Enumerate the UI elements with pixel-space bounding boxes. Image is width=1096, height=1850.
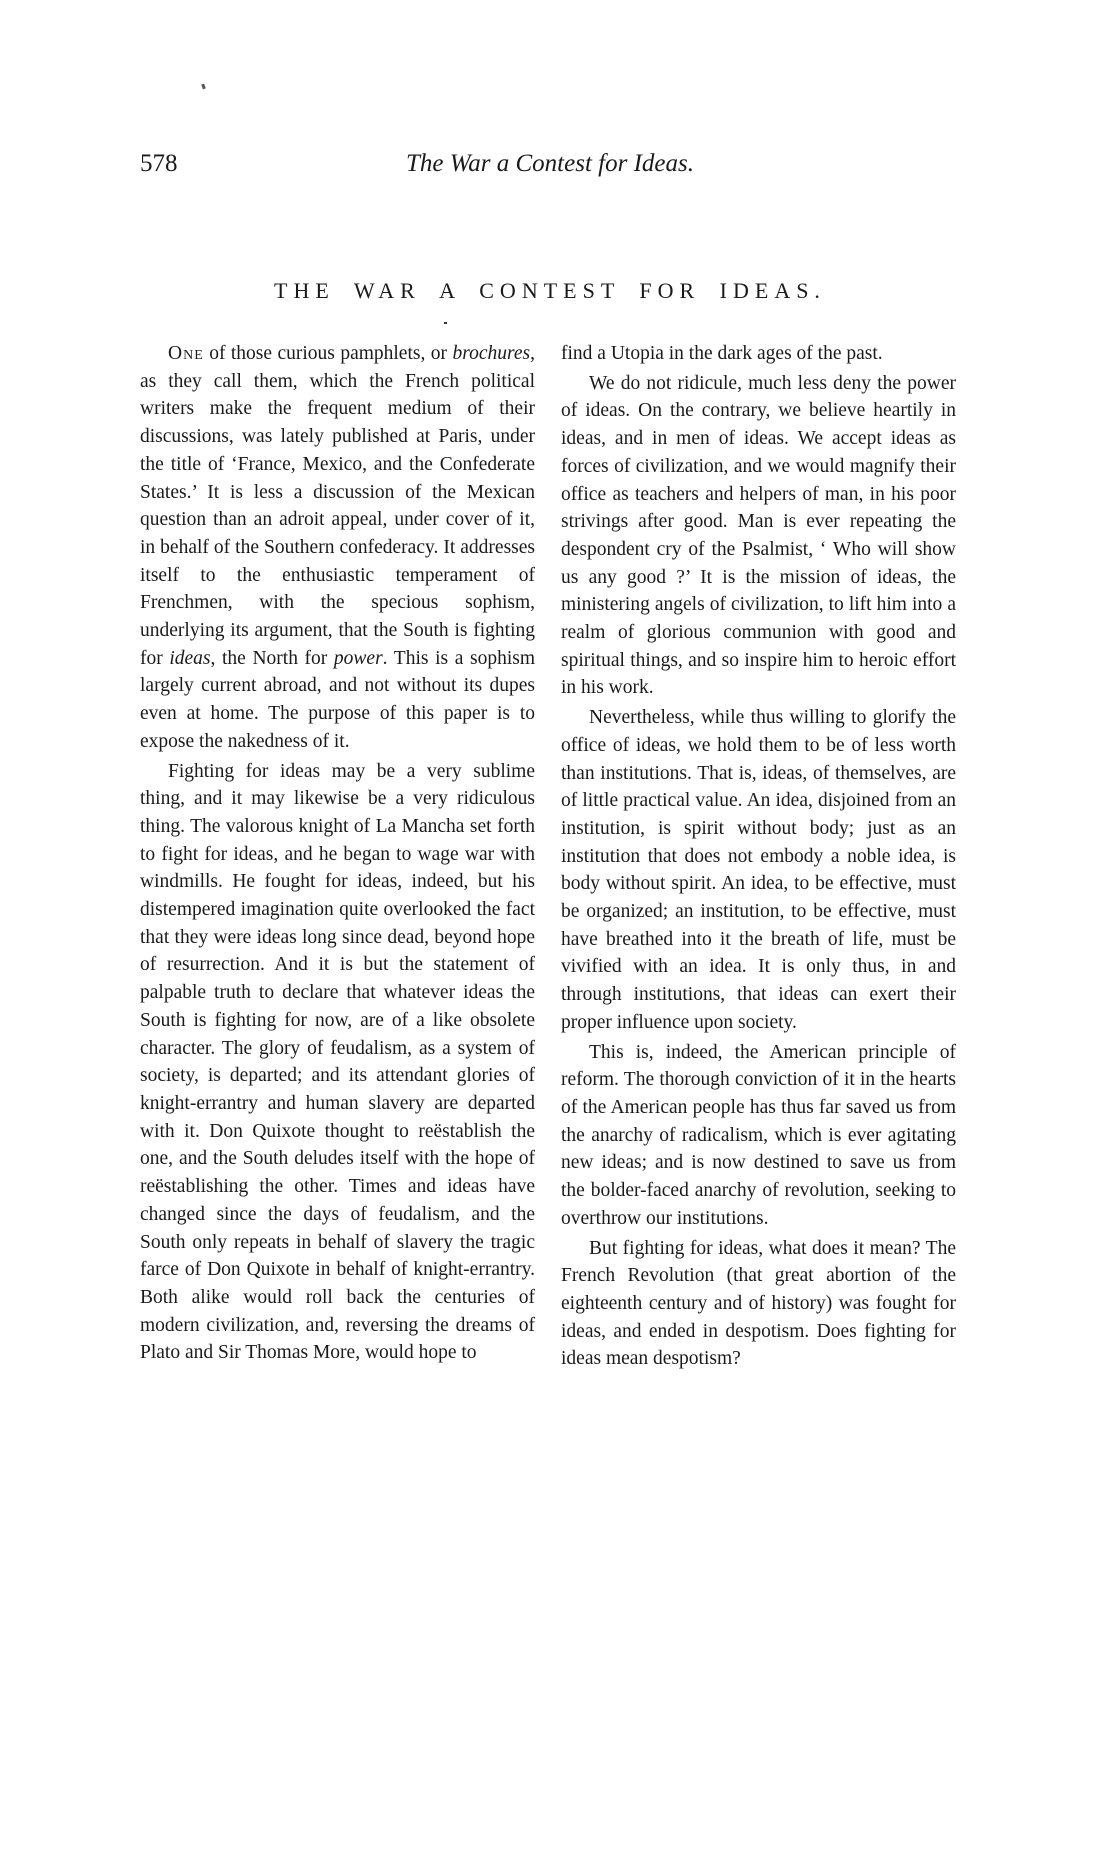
article-title: THE WAR A CONTEST FOR IDEAS. bbox=[274, 278, 826, 303]
title-dot bbox=[444, 322, 447, 324]
right-paragraph-4: But fighting for ideas, what does it mean? The French Revolution (that great abortion of the eighteenth century and of history) was fought for ideas, and ended in despotism. Does fighting for ideas mean despotism? bbox=[561, 1237, 956, 1370]
right-paragraph-1: We do not ridicule, much less deny the power of ideas. On the contrary, we believe heartily in ideas, and in men of ideas. We accept ideas as forces of civilization, and we would magnify their office as teachers and helpers of man, in his poor strivings after good. Man is ever repeating the despondent cry of the Psalmist, ‘ Who will show us any good ?’ It is the mission of ideas, the ministering angels of civilization, to lift him into a realm of glorious communion with good and spiritual things, and so inspire him to heroic effort in his work. bbox=[561, 372, 956, 699]
emphasis-ideas: ideas bbox=[169, 647, 211, 669]
right-paragraph-continued: find a Utopia in the dark ages of the past. bbox=[561, 343, 883, 364]
text-run: , the North for bbox=[210, 647, 334, 669]
right-column bbox=[561, 340, 956, 1373]
drop-lead-word: One bbox=[168, 343, 204, 364]
running-head bbox=[140, 150, 960, 190]
left-column bbox=[140, 340, 535, 1367]
right-paragraph-3: This is, indeed, the American principle of reform. The thorough conviction of it in the hearts of the American people has thus far saved us from the anarchy of radicalism, which is ever agitating new ideas; and is now destined to save us from the bolder-faced anarchy of revolution, seeking to overthrow our institutions. bbox=[561, 1041, 956, 1229]
text-run: , as they call them, which the French political writers make the frequent medium of their discussions, was lately published at Paris, under the title of ‘France, Mexico, and the Confederate States.’ It is less a discussion of the Mexican question than an adroit appeal, under cover of it, in behalf of the Southern confederacy. It addresses itself to the enthusiastic temperament of Frenchmen, with the specious sophism, underlying its argument, that the South is fighting for bbox=[140, 343, 535, 669]
right-paragraph-2: Nevertheless, while thus willing to glorify the office of ideas, we hold them to be of less worth than institutions. That is, ideas, of themselves, are of little practical value. An idea, disjoined from an institution, is spirit without body; just as an institution that does not embody a noble idea, is body without spirit. An idea, to be effective, must be organized; an institution, to be effective, must have breathed into it the breath of life, must be vivified with an idea. It is only thus, in and through institutions, that ideas can exert their proper influence upon society. bbox=[561, 707, 956, 1033]
left-paragraph-1 bbox=[140, 340, 535, 756]
emphasis-power: power bbox=[333, 647, 383, 669]
left-paragraph-2: Fighting for ideas may be a very sublime thing, and it may likewise be a very ridiculous thing. The valorous knight of La Mancha set forth to fight for ideas, and he began to wage war with windmills. He fought for ideas, indeed, but his distempered imagination quite overlooked the fact that they were ideas long since dead, beyond hope of resurrection. And it is but the statement of palpable truth to declare that whatever ideas the South is fighting for now, are of a like obsolete character. The glory of feudalism, as a system of society, is departed; and its attendant glories of knight-errantry and human slavery are departed with it. Don Quixote thought to reëstablish the one, and the South deludes itself with the hope of reëstablishing the other. Times and ideas have changed since the days of feudalism, and the South only repeats in behalf of slavery the tragic farce of Don Quixote in behalf of knight-errantry. Both alike would roll back the centuries of modern civilization, and, reversing the dreams of Plato and Sir Thomas More, would hope to bbox=[140, 760, 535, 1364]
text-run: of those curious pamphlets, or bbox=[203, 343, 453, 364]
running-title: The War a Contest for Ideas. bbox=[406, 150, 694, 177]
page-number: 578 bbox=[140, 150, 178, 177]
scan-speck bbox=[201, 84, 206, 90]
text-run: . This is a sophism largely current abroad, and not without its dupes even at home. The purpose of this paper is to expose the nakedness of it. bbox=[140, 647, 535, 752]
emphasis-brochures: brochures bbox=[452, 343, 531, 364]
